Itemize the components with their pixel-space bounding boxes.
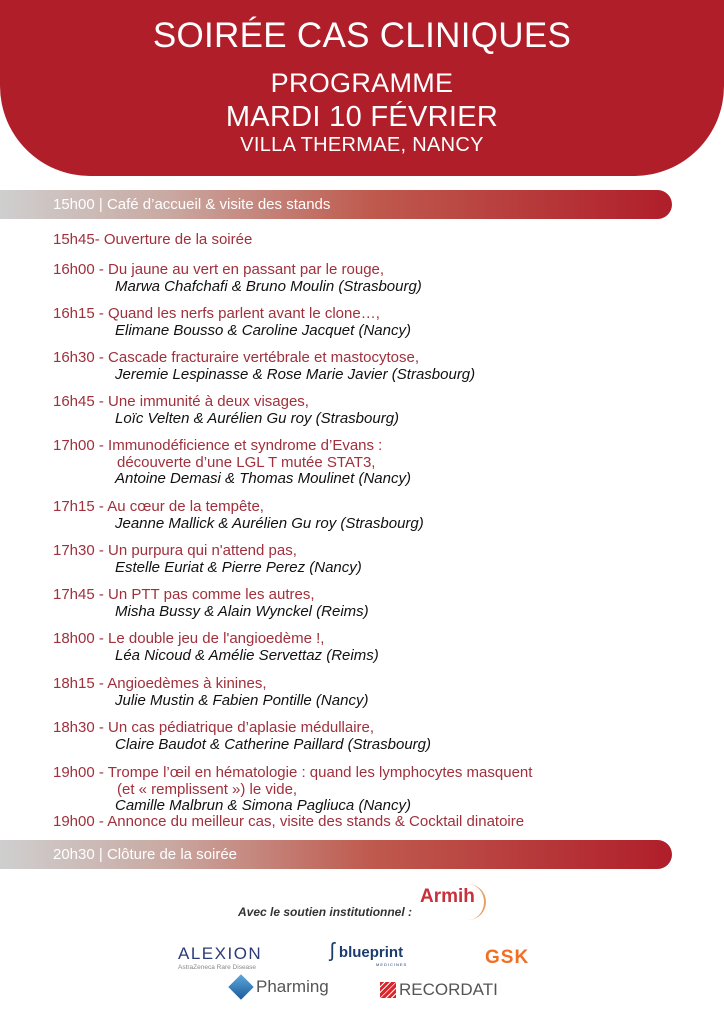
program-title-line <box>53 438 411 455</box>
program-speakers: Misha Bussy & Alain Wynckel (Reims) <box>115 602 369 620</box>
program-item <box>53 587 369 620</box>
program-item <box>53 232 252 249</box>
program-title-line <box>53 350 475 367</box>
program-title-line <box>53 394 399 411</box>
opening-bar: 15h00 | Café d’accueil & visite des stands <box>0 190 672 219</box>
program-item <box>53 543 362 576</box>
program-speakers: Loïc Velten & Aurélien Gu roy (Strasbourg) <box>115 409 400 427</box>
program-title-line <box>53 306 411 323</box>
closing-bar: 20h30 | Clôture de la soirée <box>0 840 672 869</box>
program-title: Un PTT pas comme les autres, <box>108 586 315 603</box>
blueprint-logo <box>330 940 408 967</box>
program-item <box>53 262 422 295</box>
program-item <box>53 631 379 664</box>
program-time: 17h00 - <box>53 437 104 454</box>
program-time: 19h00 - <box>53 813 104 830</box>
armih-logo <box>418 884 486 920</box>
alexion-logo <box>178 944 262 971</box>
program-title: Au cœur de la tempête, <box>107 498 264 515</box>
program-item <box>53 350 475 383</box>
program-title-line <box>53 631 379 648</box>
alexion-logo-text: ALEXION <box>178 944 263 963</box>
program-heading: PROGRAMME <box>270 68 454 98</box>
program-title-continued: (et « remplissent ») le vide, <box>117 780 298 798</box>
program-time: 16h00 - <box>53 261 104 278</box>
pharming-logo <box>232 977 329 997</box>
program-title: Quand les nerfs parlent avant le clone…, <box>108 305 380 322</box>
program-title: Un cas pédiatrique d’aplasie médullaire, <box>108 719 375 736</box>
pharming-logo-text: Pharming <box>256 977 329 996</box>
program-item <box>53 765 532 815</box>
program-item <box>53 720 431 753</box>
event-title: SOIRÉE CAS CLINIQUES <box>152 16 572 55</box>
program-time: 19h00 - <box>53 764 104 781</box>
program-item <box>53 394 399 427</box>
program-title-line <box>53 676 368 693</box>
program-time: 18h00 - <box>53 630 104 647</box>
program-time: 17h30 - <box>53 542 104 559</box>
blueprint-icon: ʃ <box>330 940 335 962</box>
program-title-line <box>53 262 422 279</box>
program-title: Ouverture de la soirée <box>103 231 253 248</box>
program-time: 17h15 - <box>53 498 104 515</box>
program-item <box>53 438 411 488</box>
blueprint-logo-text: blueprint <box>338 944 404 961</box>
program-speakers: Jeanne Mallick & Aurélien Gu roy (Strasbourg) <box>115 514 424 532</box>
recordati-logo-text: RECORDATI <box>399 980 498 999</box>
gsk-logo: GSK <box>485 947 530 968</box>
program-time: 16h15 - <box>53 305 104 322</box>
program-title: Annonce du meilleur cas, visite des stands & Cocktail dinatoire <box>107 813 525 830</box>
program-speakers: Julie Mustin & Fabien Pontille (Nancy) <box>115 691 369 709</box>
program-speakers: Léa Nicoud & Amélie Servettaz (Reims) <box>115 646 379 664</box>
program-speakers: Marwa Chafchafi & Bruno Moulin (Strasbourg) <box>115 277 422 295</box>
program-title-line <box>53 765 532 782</box>
program-time: 18h15 - <box>53 675 104 692</box>
program-speakers: Jeremie Lespinasse & Rose Marie Javier (Strasbourg) <box>115 365 476 383</box>
program-title-line <box>53 814 524 831</box>
program-title: Un purpura qui n'attend pas, <box>108 542 297 559</box>
program-speakers: Estelle Euriat & Pierre Perez (Nancy) <box>115 558 362 576</box>
program-speakers: Elimane Bousso & Caroline Jacquet (Nancy) <box>115 321 411 339</box>
armih-logo-text: Armih <box>420 886 475 907</box>
program-item <box>53 499 424 532</box>
program-title-line <box>53 720 431 737</box>
program-title-line <box>53 232 252 249</box>
program-speakers: Antoine Demasi & Thomas Moulinet (Nancy) <box>115 470 411 487</box>
program-time: 18h30 - <box>53 719 104 736</box>
alexion-logo-sub: AstraZeneca Rare Disease <box>178 964 257 971</box>
program-item <box>53 676 368 709</box>
program-speakers: Camille Malbrun & Simona Pagliuca (Nancy) <box>115 797 411 814</box>
program-title: Une immunité à deux visages, <box>108 393 309 410</box>
event-date: MARDI 10 FÉVRIER <box>225 101 499 133</box>
program-title-continued: découverte d’une LGL T mutée STAT3, <box>117 453 376 471</box>
program-title: Du jaune au vert en passant par le rouge, <box>108 261 385 278</box>
program-title: Angioedèmes à kinines, <box>107 675 267 692</box>
program-title: Cascade fracturaire vertébrale et mastocytose, <box>108 349 420 366</box>
program-title-line <box>53 499 424 516</box>
program-title: Le double jeu de l'angioedème !, <box>108 630 325 647</box>
program-time: 16h45 - <box>53 393 104 410</box>
program-title: Trompe l’œil en hématologie : quand les lymphocytes masquent <box>107 764 533 781</box>
recordati-icon <box>380 982 396 998</box>
program-time: 17h45 - <box>53 586 104 603</box>
program-title: Immunodéficience et syndrome d’Evans : <box>108 437 383 454</box>
program-title-line <box>53 587 369 604</box>
sponsor-label: Avec le soutien institutionnel : <box>238 905 413 919</box>
program-time: 16h30 - <box>53 349 104 366</box>
program-speakers: Claire Baudot & Catherine Paillard (Strasbourg) <box>115 735 431 753</box>
recordati-logo <box>380 980 498 1000</box>
program-item <box>53 814 524 831</box>
program-item <box>53 306 411 339</box>
program-title-line <box>53 543 362 560</box>
program-time: 15h45- <box>53 231 100 248</box>
blueprint-logo-sub: MEDICINES <box>376 962 408 967</box>
pharming-icon <box>228 974 253 999</box>
event-venue: VILLA THERMAE, NANCY <box>240 134 484 156</box>
